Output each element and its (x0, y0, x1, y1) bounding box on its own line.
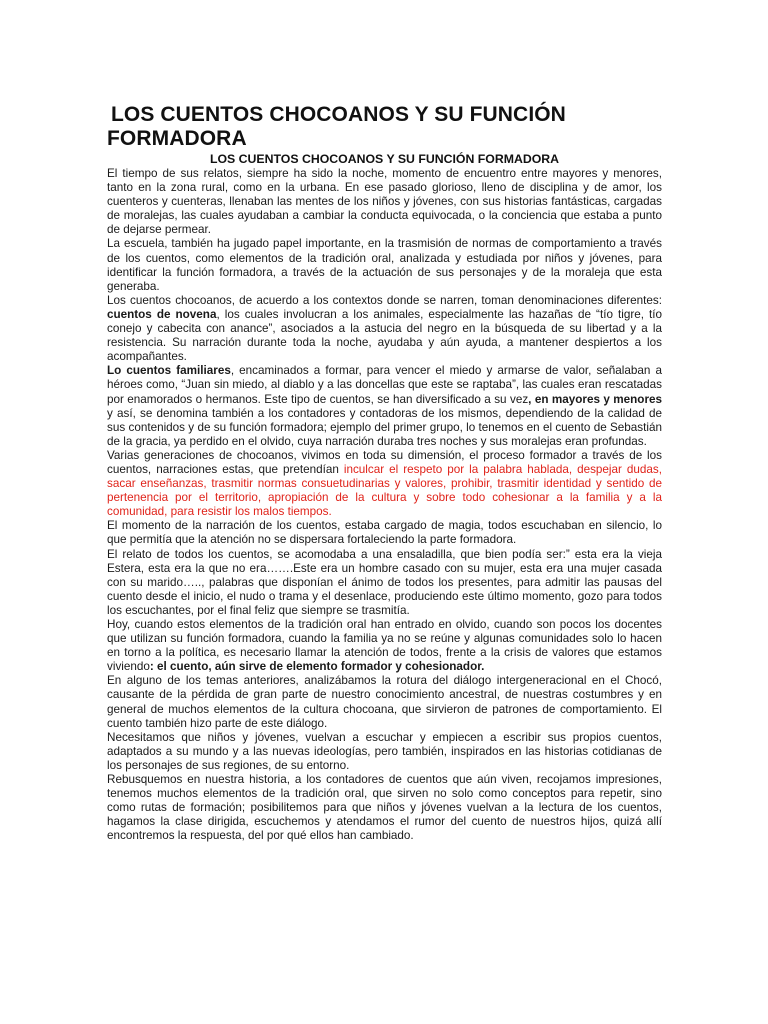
paragraph-3 (107, 294, 662, 364)
paragraph-3-bold: cuentos de novena (107, 307, 217, 321)
paragraph-4-bold-2: , en mayores y menores (528, 392, 662, 406)
paragraph-8 (107, 618, 662, 674)
main-title (107, 103, 662, 151)
paragraph-9: En alguno de los temas anteriores, analizábamos la rotura del diálogo intergeneracional en el Chocó, causante de la pérdida de gran parte de nuestro conocimiento ancestral, de nuestras costumbres y en general de muchos elementos de la cultura chocoana, que sirvieron de patrones de comportamiento. El cuento también hizo parte de este diálogo. (107, 674, 662, 730)
paragraph-2: La escuela, también ha jugado papel importante, en la trasmisión de normas de comportamiento a través de los cuentos, como elementos de la tradición oral, analizada y estudiada por niños y jóvenes, para identificar la función formadora, a través de la actuación de sus personajes y de la moraleja que esta generaba. (107, 237, 662, 293)
main-title-line1: LOS CUENTOS CHOCOANOS Y SU FUNCIÓN (111, 103, 566, 126)
paragraph-1: El tiempo de sus relatos, siempre ha sido la noche, momento de encuentro entre mayores y menores, tanto en la zona rural, como en la urbana. En ese pasado glorioso, lleno de disciplina y de amor, los cuenteros y cuenteras, llenaban las mentes de los niños y jóvenes, con sus historias fantásticas, cargadas de moralejas, las cuales ayudaban a cambiar la conducta equivocada, o la conciencia que estaba a punto de dejarse permear. (107, 167, 662, 237)
paragraph-4-bold-1: Lo cuentos familiares (107, 364, 231, 378)
paragraph-5-highlight: inculcar el respeto por la palabra hablada, despejar dudas, sacar enseñanzas, trasmitir normas consuetudinarias y valores, prohibir, trasmitir identidad y sentido de pertenencia por el territorio, apropiación de la cultura y sobre todo cohesionar a la familia y a la comunidad, para resistir los malos tiempos. (107, 462, 663, 519)
paragraph-5 (107, 449, 662, 519)
paragraph-6: El momento de la narración de los cuentos, estaba cargado de magia, todos escuchaban en silencio, lo que permitía que la atención no se dispersara fortaleciendo la parte formadora. (107, 519, 662, 547)
paragraph-5-text: Varias generaciones de chocoanos, vivimos en toda su dimensión, el proceso formador a través de los cuentos, narraciones estas, que pretendían (107, 448, 662, 476)
paragraph-4-text-a: , encaminados a formar, para vencer el miedo y armarse de valor, señalaban a héroes como, “Juan sin miedo, al diablo y a las doncellas que este se raptaba”, las cuales eran rescatadas por enamorados o hermanos. Este tipo de cuentos, se han diversificado a su vez (107, 364, 662, 406)
paragraph-11: Rebusquemos en nuestra historia, a los contadores de cuentos que aún viven, recojamos impresiones, tenemos muchos elementos de la tradición oral, que sirven no solo como conceptos para repetir, sino como rutas de formación; posibilitemos para que niños y jóvenes vuelvan a la lectura de los cuentos, hagamos la clase dirigida, escuchemos y atendamos el rumor del cuento de nuestros hijos, quizá allí encontremos la respuesta, del por qué ellos han cambiado. (107, 773, 662, 843)
paragraph-10: Necesitamos que niños y jóvenes, vuelvan a escuchar y empiecen a escribir sus propios cuentos, adaptados a su mundo y a las nuevas ideologías, pero también, inspirados en las historias cotidianas de los personajes de sus regiones, de su entorno. (107, 730, 662, 772)
document-content (107, 103, 662, 844)
paragraph-4-text-b: y así, se denomina también a los contadores y contadoras de los mismos, dependiendo de la calidad de sus contenidos y de su función formadora; ejemplo del primer grupo, lo tenemos en el cuento de Sebastián de la gracia, ya perdido en el olvido, cuya narración duraba tres noches y sus moralejas eran profundas. (107, 406, 662, 448)
main-title-line2: FORMADORA (107, 127, 247, 150)
paragraph-7: El relato de todos los cuentos, se acomodaba a una ensaladilla, que bien podía ser:” esta era la vieja Estera, esta era la que no era…….Este era un hombre casado con su mujer, esta era una mujer casada con su marido….., palabras que disponían el ánimo de todos los presentes, para admitir las pausas del cuento desde el inicio, el nudo o trama y el desenlace, produciendo este último momento, gozo para todos los escuchantes, por el final feliz que siempre se trasmitía. (107, 547, 662, 617)
paragraph-8-bold: : el cuento, aún sirve de elemento formador y cohesionador. (149, 660, 485, 674)
paragraph-4 (107, 364, 662, 449)
subtitle: LOS CUENTOS CHOCOANOS Y SU FUNCIÓN FORMADORA (209, 152, 560, 166)
paragraph-3-text-a: Los cuentos chocoanos, de acuerdo a los contextos donde se narren, toman denominaciones diferentes: (107, 293, 662, 307)
paragraph-8-text: Hoy, cuando estos elementos de la tradición oral han entrado en olvido, cuando son pocos los docentes que utilizan su función formadora, cuando la familia ya no se reúne y algunas comunidades solo lo hacen en torno a la política, es necesario llamar la atención de todos, frente a la crisis de valores que estamos viviendo (107, 618, 662, 674)
article-body (107, 167, 662, 844)
paragraph-3-text-b: , los cuales involucran a los animales, especialmente las hazañas de “tío tigre, tío conejo y cabecita con anance”, asociados a la astucia del negro en la búsqueda de su libertad y a la resistencia. Su narración durante toda la noche, ayudaba y aún ayuda, a mantener despiertos a los acompañantes. (107, 307, 662, 364)
